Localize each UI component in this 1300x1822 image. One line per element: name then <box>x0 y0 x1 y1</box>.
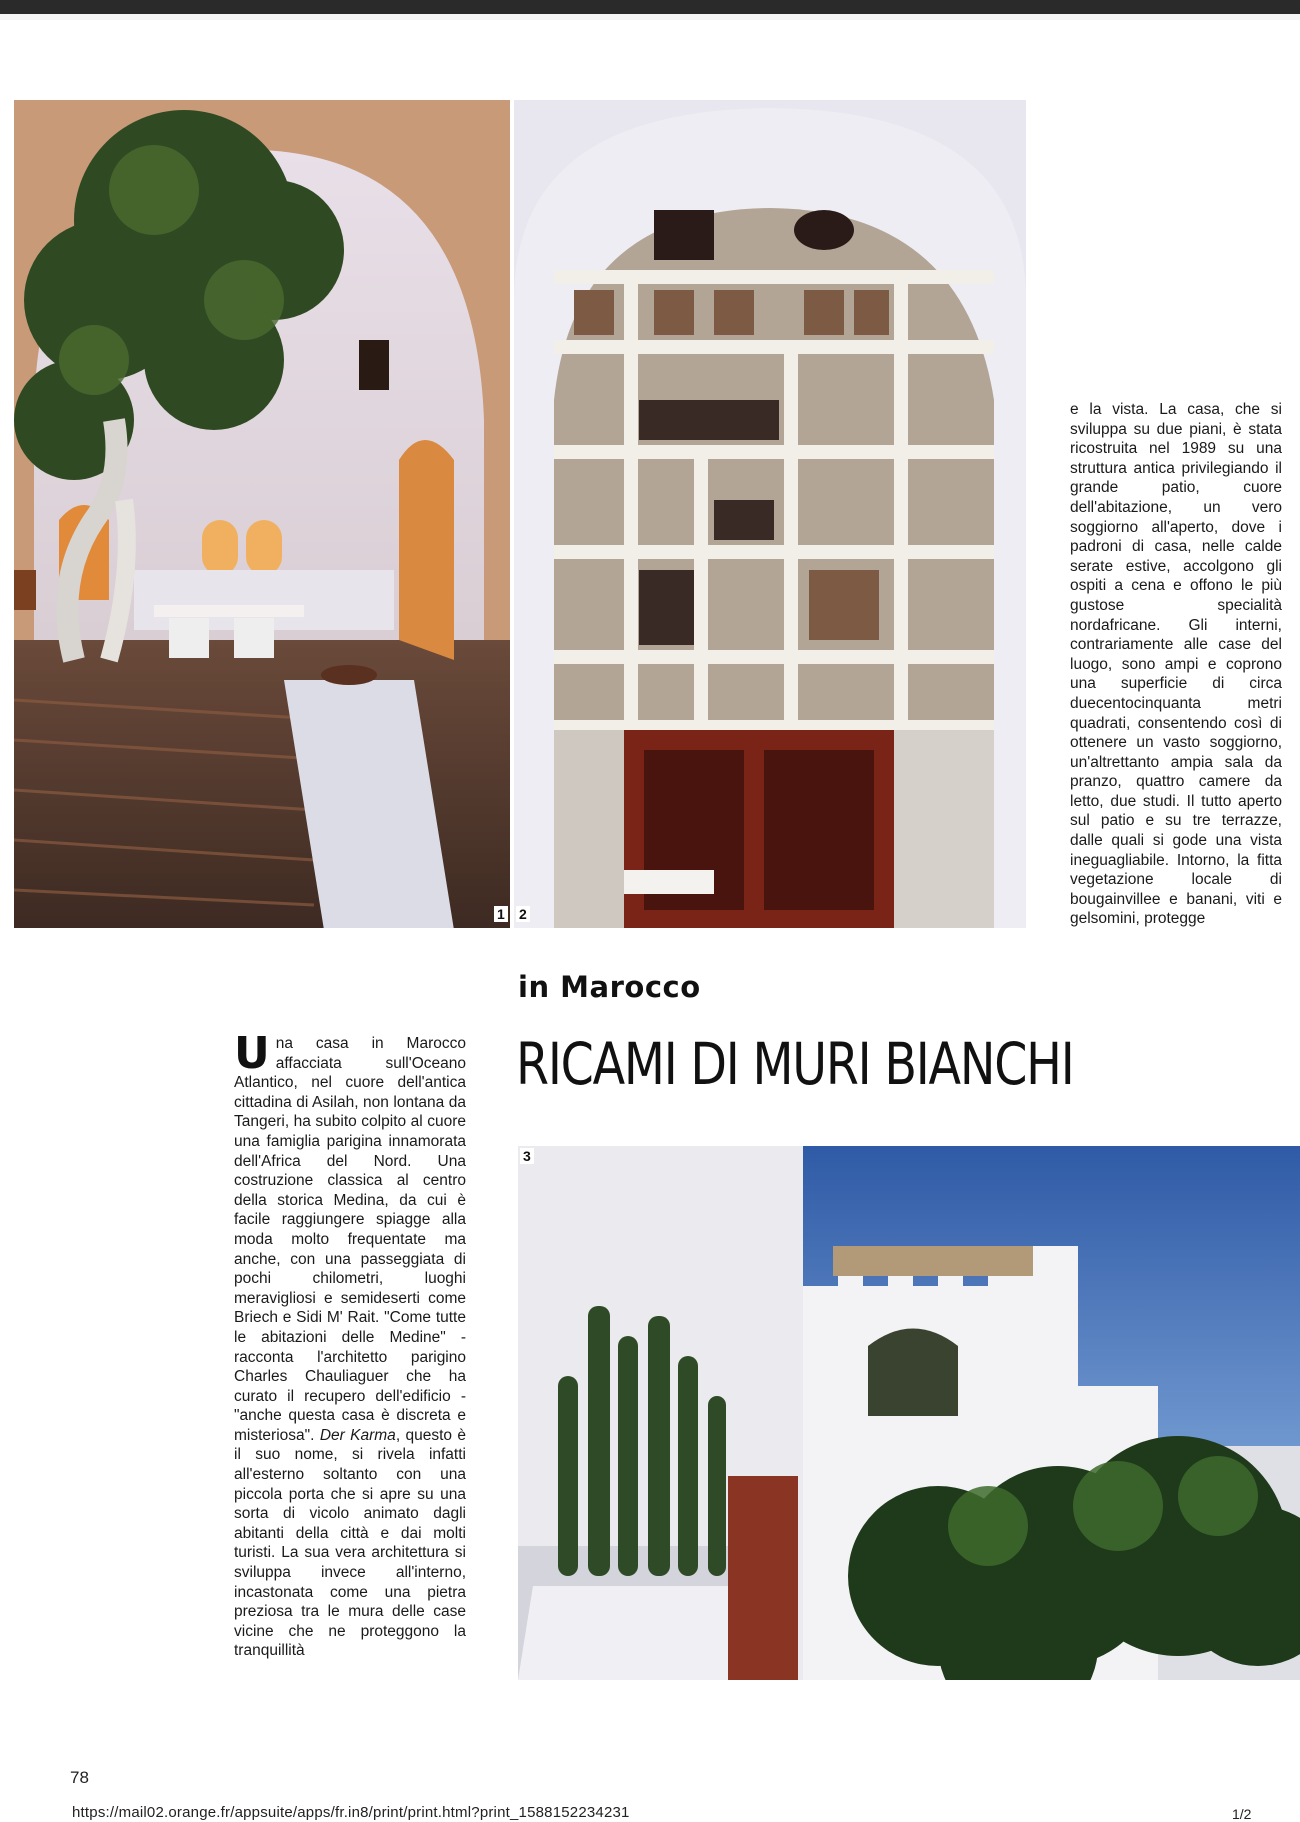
article-left-column <box>234 1028 467 1661</box>
article-headline: RICAMI DI MURI BIANCHI <box>516 1030 1074 1098</box>
photo-rooftop <box>518 1146 1300 1680</box>
page-number: 78 <box>70 1768 89 1787</box>
photo-number-3: 3 <box>520 1148 534 1164</box>
photo-patio <box>14 100 510 928</box>
scan-top-margin <box>0 14 1300 20</box>
article-paragraph <box>234 1028 467 1661</box>
photo-number-2: 2 <box>516 906 530 922</box>
article-right-column <box>1070 400 1282 929</box>
print-pager: 1/2 <box>1232 1806 1252 1822</box>
article-intro: na casa in Marocco affacciata sull'Oceano Atlantico, nel cuore dell'antica cittadina di Asilah, non lontana da Tangeri, ha subito colpito al cuore una famiglia parigina innamorata dell'Africa del Nord. Una costruzione classica al centro della storica Medina, da cui è facile raggiungere spiagge alla moda molto frequentate ma anche, con una passeggiata di pochi chilometri, luoghi meravigliosi e semideserti come Briech e Sidi M' Rait. "Come tutte le abitazioni delle Medine" - racconta l'architetto parigino Charles Chauliaguer che ha curato il recupero dell'edificio - "anche questa casa è discreta e misteriosa". <box>234 1035 466 1444</box>
shelves-illustration <box>514 100 1026 928</box>
patio-illustration <box>14 100 510 928</box>
scan-top-edge <box>0 0 1300 14</box>
photo-shelves <box>514 100 1026 928</box>
right-column-text: e la vista. La casa, che si sviluppa su due piani, è stata ricostruita nel 1989 su una struttura antica privilegiando il grande patio, cuore dell'abitazione, un vero soggiorno all'aperto, dove i padroni di casa, nelle calde serate estive, accolgono gli ospiti a cena e offono le più gustose specialità nordafricane. Gli interni, contrariamente alle case del luogo, sono ampi e coprono una superficie di circa duecentocinquanta metri quadrati, consentendo così di ottenere un vasto soggiorno, un'altrettanto ampia sala da pranzo, quattro camere da letto, due studi. Il tutto aperto sul patio e su tre terrazze, dalle quali si gode una vista ineguagliabile. Intorno, la fitta vegetazione locale di bougainvillee e banani, viti e gelsomini, protegge <box>1070 401 1282 928</box>
section-kicker: in Marocco <box>518 970 701 1004</box>
photo-number-1: 1 <box>494 906 508 922</box>
rooftop-illustration <box>518 1146 1300 1680</box>
article-body: , questo è il suo nome, si rivela infatti all'esterno soltanto con una piccola porta che si apre su una sorta di vicolo animato dagli abitanti della città e dai molti turisti. La sua vera architettura si sviluppa invece all'interno, incastonata come una pietra preziosa tra le mura delle case vicine che ne proteggono la tranquillità <box>234 1426 467 1660</box>
house-name: Der Karma <box>319 1426 396 1444</box>
print-url: https://mail02.orange.fr/appsuite/apps/fr.in8/print/print.html?print_1588152234231 <box>72 1804 630 1821</box>
drop-cap: U <box>234 1028 270 1079</box>
